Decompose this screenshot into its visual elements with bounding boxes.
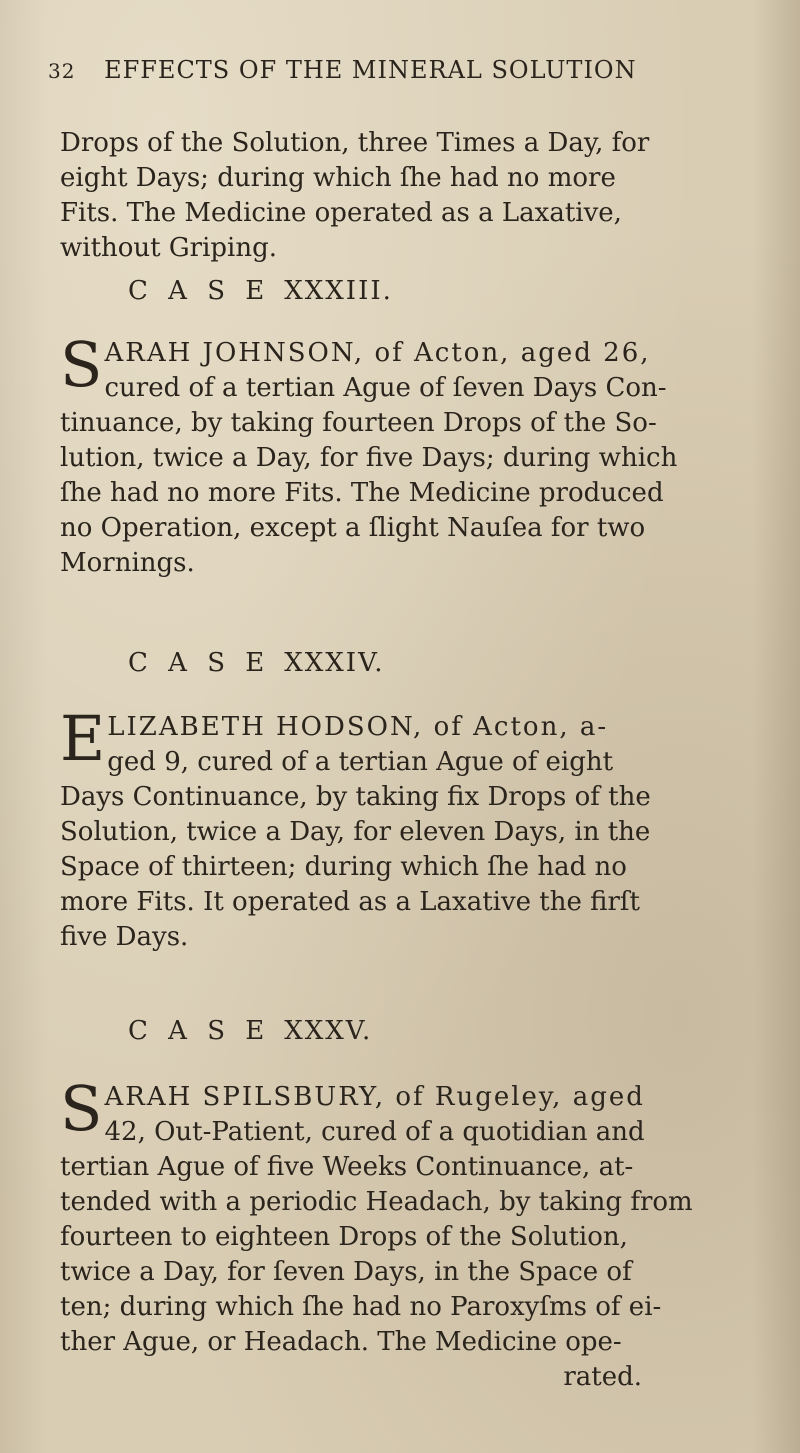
drop-cap: S <box>60 1072 103 1145</box>
text-line: without Griping. <box>60 233 278 263</box>
text-line: eight Days; during which ſhe had no more <box>60 163 616 193</box>
text-line: five Days. <box>60 922 189 952</box>
running-head <box>48 56 768 84</box>
text-line: ther Ague, or Headach. The Medicine ope- <box>60 1327 622 1357</box>
case-paragraph <box>60 702 772 955</box>
text-line: ARAH JOHNSON, of Acton, aged 26, <box>104 338 651 368</box>
text-line: Drops of the Solution, three Times a Day, for <box>60 128 650 158</box>
text-line: tended with a periodic Headach, by taking from <box>60 1187 693 1217</box>
case-label: C A S E <box>128 276 271 306</box>
page-number: 32 <box>48 59 76 83</box>
text-line: lution, twice a Day, for five Days; during which <box>60 443 678 473</box>
text-line: more Fits. It operated as a Laxative the firſt <box>60 887 640 917</box>
text-line: ged 9, cured of a tertian Ague of eight <box>107 747 614 777</box>
text-line: Space of thirteen; during which ſhe had no <box>60 852 627 882</box>
drop-cap: S <box>60 328 103 401</box>
text-line: Days Continuance, by taking fix Drops of the <box>60 782 651 812</box>
case-heading <box>128 648 728 678</box>
text-line: ſhe had no more Fits. The Medicine produced <box>60 478 664 508</box>
running-title: EFFECTS OF THE MINERAL SOLUTION <box>104 56 637 84</box>
case-heading <box>128 276 728 306</box>
case-label: C A S E <box>128 648 271 678</box>
text-line: tertian Ague of five Weeks Continuance, at- <box>60 1152 634 1182</box>
text-line: rated. <box>563 1362 642 1392</box>
text-line: ARAH SPILSBURY, of Rugeley, aged <box>104 1082 645 1112</box>
case-paragraph <box>60 328 772 581</box>
case-heading <box>128 1016 728 1046</box>
text-line: twice a Day, for ſeven Days, in the Space of <box>60 1257 632 1287</box>
case-number: XXXIII. <box>284 276 393 306</box>
text-line: fourteen to eighteen Drops of the Solution, <box>60 1222 628 1252</box>
text-line: Mornings. <box>60 548 195 578</box>
text-line: Solution, twice a Day, for eleven Days, in the <box>60 817 651 847</box>
text-line: ten; during which ſhe had no Paroxyſms of ei- <box>60 1292 662 1322</box>
case-paragraph <box>60 1072 772 1395</box>
case-number: XXXV. <box>284 1016 373 1046</box>
text-line: 42, Out-Patient, cured of a quotidian and <box>104 1117 645 1147</box>
text-line: Fits. The Medicine operated as a Laxative, <box>60 198 622 228</box>
case-label: C A S E <box>128 1016 271 1046</box>
text-line: cured of a tertian Ague of ſeven Days Con- <box>104 373 667 403</box>
text-line: no Operation, except a ſlight Nauſea for two <box>60 513 646 543</box>
drop-cap: E <box>60 702 106 775</box>
text-line: LIZABETH HODSON, of Acton, a- <box>107 712 609 742</box>
text-line: tinuance, by taking fourteen Drops of the So- <box>60 408 657 438</box>
intro-paragraph <box>60 126 772 266</box>
case-number: XXXIV. <box>284 648 385 678</box>
